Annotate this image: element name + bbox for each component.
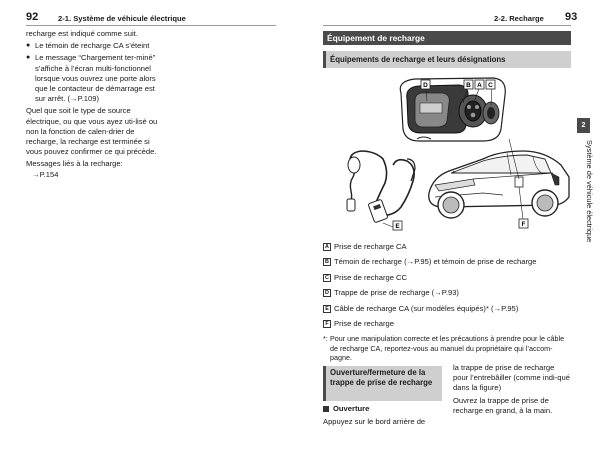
legend-text: Câble de recharge CA (sur modèles équipés)* (→P.95) bbox=[334, 303, 519, 313]
left-header-rule bbox=[26, 25, 276, 26]
legend-text: Prise de recharge CA bbox=[334, 241, 407, 251]
charging-equipment-diagram bbox=[323, 73, 571, 237]
left-column bbox=[26, 29, 158, 182]
legend-letter: C bbox=[323, 274, 331, 282]
subsection-title: Équipements de recharge et leurs désignations bbox=[323, 51, 571, 68]
square-bullet-icon bbox=[323, 406, 329, 412]
legend-item bbox=[323, 317, 571, 333]
bullet-icon: ● bbox=[26, 42, 31, 50]
related-messages-label: Messages liés à la recharge: bbox=[26, 159, 123, 169]
label-c-text: C bbox=[488, 82, 493, 89]
equipment-legend bbox=[323, 239, 571, 363]
related-messages-link[interactable]: →P.154 bbox=[32, 169, 59, 179]
legend-item bbox=[323, 301, 571, 317]
bullet-item bbox=[26, 53, 158, 104]
legend-letter: A bbox=[323, 243, 331, 251]
bullet-text: Le message “Chargement ter-miné” s’affiche à l’écran multi-fonctionnel lorsque vous ouvrez une porte alors que le contacteur de démarrage est sur arrêt. (→P.109) bbox=[35, 53, 156, 104]
intro-text: recharge est indiqué comme suit. bbox=[26, 29, 138, 38]
legend-letter: E bbox=[323, 305, 331, 313]
label-e-text: E bbox=[395, 223, 400, 230]
legend-item bbox=[323, 286, 571, 302]
opening-subheading-text: Ouverture bbox=[333, 404, 370, 413]
chapter-tab-label: Système de véhicule électrique bbox=[585, 140, 595, 243]
label-c bbox=[486, 80, 495, 89]
footnote bbox=[323, 334, 571, 363]
opening-subheading bbox=[323, 404, 369, 414]
opening-section-title: Ouverture/fermeture de la trappe de prise de recharge bbox=[323, 366, 442, 401]
left-page-number: 92 bbox=[26, 11, 39, 23]
section-title: Équipement de recharge bbox=[323, 31, 571, 45]
right-running-title: 2-2. Recharge bbox=[494, 14, 544, 23]
legend-text: Prise de recharge bbox=[334, 319, 394, 329]
label-a-text: A bbox=[477, 82, 482, 89]
label-b bbox=[464, 80, 473, 89]
footnote-mark: *: bbox=[323, 334, 328, 343]
legend-item bbox=[323, 255, 571, 271]
footnote-text: Pour une manipulation correcte et les précautions à prendre pour le câble de recharge CA, reportez-vous au manuel du propriétaire qui l’accom-pagne. bbox=[330, 334, 565, 363]
bullet-text: Le témoin de recharge CA s’éteint bbox=[35, 41, 150, 51]
right-header-rule bbox=[323, 25, 571, 26]
bullet-item bbox=[26, 41, 158, 51]
label-a bbox=[475, 80, 484, 89]
opening-step-2-text: Ouvrez la trappe de prise de recharge en grand, à la main. bbox=[453, 395, 553, 415]
legend-letter: B bbox=[323, 258, 331, 266]
label-f bbox=[519, 219, 528, 228]
opening-text-right bbox=[453, 363, 571, 418]
right-page-number: 93 bbox=[565, 11, 578, 23]
vehicle-drawing bbox=[429, 139, 569, 219]
label-d-text: D bbox=[423, 82, 428, 89]
legend-letter: F bbox=[323, 320, 331, 328]
opening-text-left: Appuyez sur le bord arrière de bbox=[323, 417, 426, 426]
label-e bbox=[393, 221, 402, 230]
legend-letter: D bbox=[323, 289, 331, 297]
legend-item bbox=[323, 239, 571, 255]
legend-text: Trappe de prise de recharge (→P.93) bbox=[334, 288, 459, 298]
bullet-icon: ● bbox=[26, 54, 31, 62]
legend-text: Témoin de recharge (→P.95) et témoin de prise de recharge bbox=[334, 257, 537, 267]
label-d bbox=[421, 80, 430, 89]
opening-step-1-text: la trappe de prise de recharge pour l’entrebâiller (comme indi-qué dans la figure) bbox=[453, 363, 570, 393]
left-running-title: 2-1. Système de véhicule électrique bbox=[58, 14, 186, 23]
label-f-text: F bbox=[521, 221, 526, 228]
chapter-tab[interactable]: 2 bbox=[577, 118, 590, 133]
body-paragraph: Quel que soit le type de source électrique, ou que vous ayez uti-lisé ou non la fonction de calen-drier de recharge, la recharge est terminée si vous pouvez confirmer ce qui précède. bbox=[26, 106, 158, 157]
legend-text: Prise de recharge CC bbox=[334, 272, 408, 282]
label-b-text: B bbox=[466, 82, 471, 89]
legend-item bbox=[323, 270, 571, 286]
charging-cable-drawing bbox=[347, 151, 415, 227]
